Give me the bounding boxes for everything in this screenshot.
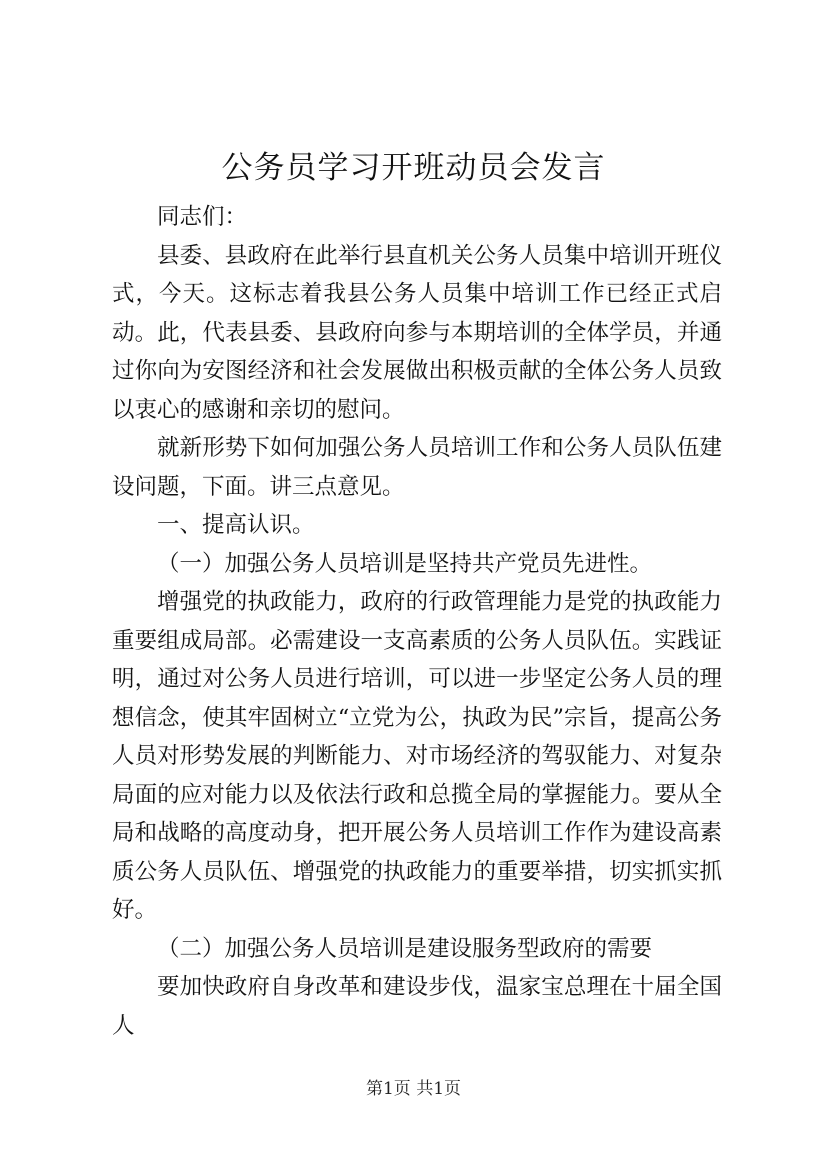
- body-paragraph: 就新形势下如何加强公务人员培训工作和公务人员队伍建设问题，下面。讲三点意见。: [112, 435, 722, 500]
- subsection-heading: （二）加强公务人员培训是建设服务型政府的需要: [157, 935, 653, 962]
- document-title: 公务员学习开班动员会发言: [221, 150, 606, 186]
- document-body: [112, 198, 722, 1045]
- subsection-heading: （一）加强公务人员培训是坚持共产党员先进性。: [157, 550, 653, 577]
- body-paragraph: 增强党的执政能力，政府的行政管理能力是党的执政能力重要组成局部。必需建设一支高素质的公务人员队伍。实践证明，通过对公务人员进行培训，可以进一步坚定公务人员的理想信念，使其牢固树立“立党为公，执政为民”宗旨，提高公务人员对形势发展的判断能力、对市场经济的驾驭能力、对复杂局面的应对能力以及依法行政和总揽全局的掌握能力。要从全局和战略的高度动身，把开展公务人员培训工作作为建设高素质公务人员队伍、增强党的执政能力的重要举措，切实抓实抓好。: [112, 589, 722, 923]
- salutation-paragraph: 同志们：: [157, 204, 248, 230]
- body-paragraph: 县委、县政府在此举行县直机关公务人员集中培训开班仪式，今天。这标志着我县公务人员集中培训工作已经正式启动。此，代表县委、县政府向参与本期培训的全体学员，并通过你向为安图经济和社会发展做出积极贡献的全体公务人员致以衷心的感谢和亲切的慰问。: [112, 242, 722, 423]
- body-paragraph: 要加快政府自身改革和建设步伐，温家宝总理在十届全国人: [112, 974, 722, 1039]
- page-footer: 第1页 共1页: [365, 1079, 462, 1099]
- section-heading: 一、提高认识。: [157, 512, 315, 538]
